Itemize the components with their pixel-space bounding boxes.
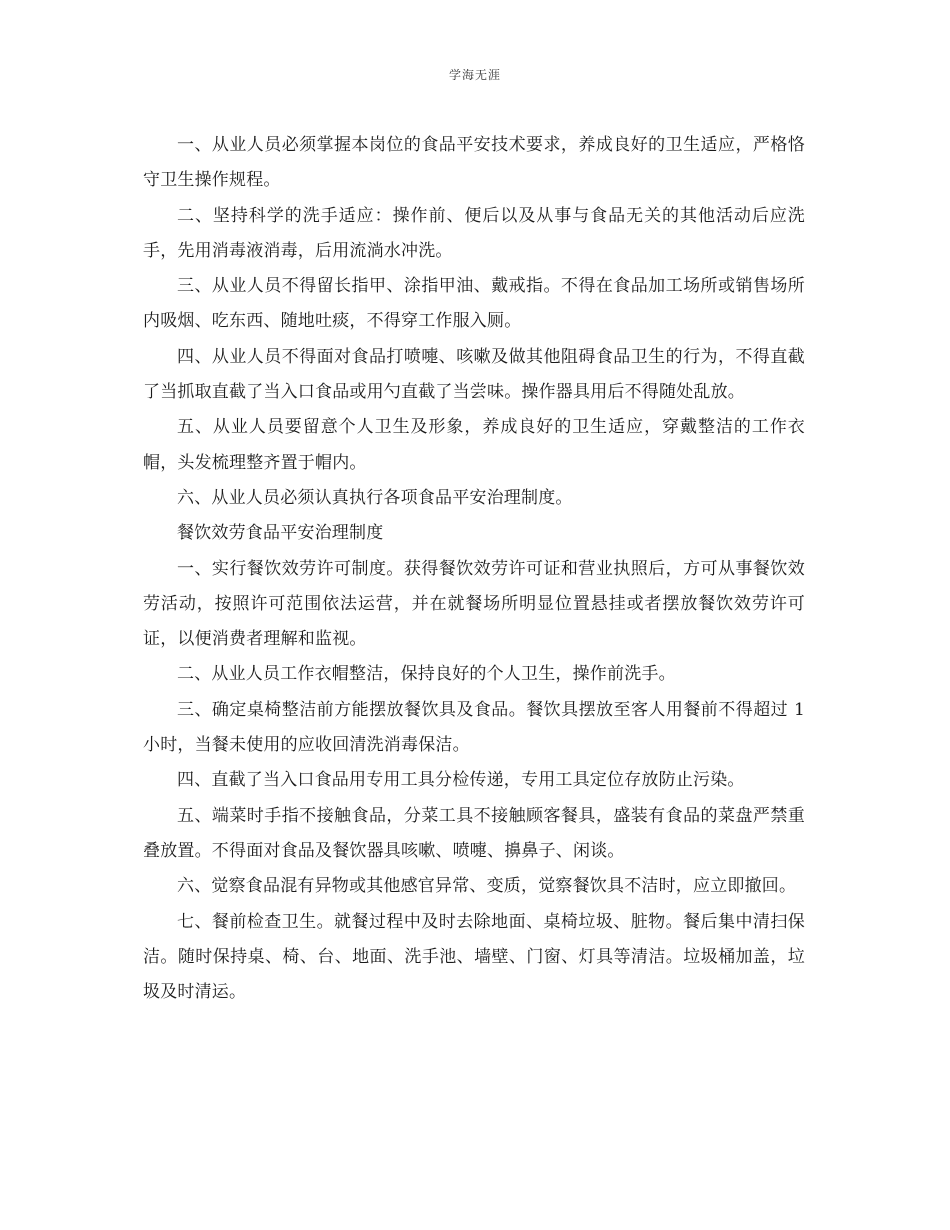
paragraph-2: 二、坚持科学的洗手适应：操作前、便后以及从事与食品无关的其他活动后应洗手，先用消毒液消毒，后用流淌水冲洗。 xyxy=(143,205,805,261)
paragraph-12: 六、觉察食品混有异物或其他感官异常、变质，觉察餐饮具不洁时，应立即撤回。 xyxy=(177,876,797,897)
paragraph-8: 二、从业人员工作衣帽整洁，保持良好的个人卫生，操作前洗手。 xyxy=(177,664,676,685)
paragraph-5: 五、从业人员要留意个人卫生及形象，养成良好的卫生适应，穿戴整洁的工作衣帽，头发梳理整齐置于帽内。 xyxy=(143,417,805,473)
page-header: 学海无涯 xyxy=(448,68,501,82)
paragraph-7: 一、实行餐饮效劳许可制度。获得餐饮效劳许可证和营业执照后，方可从事餐饮效劳活动，按照许可范围依法运营，并在就餐场所明显位置悬挂或者摆放餐饮效劳许可证，以便消费者理解和监视。 xyxy=(143,558,805,650)
paragraph-1: 一、从业人员必须掌握本岗位的食品平安技术要求，养成良好的卫生适应，严格恪守卫生操作规程。 xyxy=(143,135,805,191)
paragraph-10: 四、直截了当入口食品用专用工具分检传递，专用工具定位存放防止污染。 xyxy=(177,770,745,791)
paragraph-6: 六、从业人员必须认真执行各项食品平安治理制度。 xyxy=(177,487,573,508)
paragraph-9: 三、确定桌椅整洁前方能摆放餐饮具及食品。餐饮具摆放至客人用餐前不得超过 1 小时，当餐未使用的应收回清洗消毒保洁。 xyxy=(143,699,805,756)
paragraph-4: 四、从业人员不得面对食品打喷嚏、咳嗽及做其他阻碍食品卫生的行为，不得直截了当抓取直截了当入口食品或用勺直截了当尝味。操作器具用后不得随处乱放。 xyxy=(143,346,805,403)
paragraph-13: 七、餐前检查卫生。就餐过程中及时去除地面、桌椅垃圾、脏物。餐后集中清扫保洁。随时保持桌、椅、台、地面、洗手池、墙壁、门窗、灯具等清洁。垃圾桶加盖，垃圾及时清运。 xyxy=(143,911,805,1003)
section-title: 餐饮效劳食品平安治理制度 xyxy=(177,523,384,544)
document-body xyxy=(143,128,805,1010)
paragraph-3: 三、从业人员不得留长指甲、涂指甲油、戴戒指。不得在食品加工场所或销售场所内吸烟、吃东西、随地吐痰，不得穿工作服入厕。 xyxy=(143,276,805,332)
paragraph-11: 五、端菜时手指不接触食品，分菜工具不接触顾客餐具，盛装有食品的菜盘严禁重叠放置。不得面对食品及餐饮器具咳嗽、喷嚏、擤鼻子、闲谈。 xyxy=(143,805,805,861)
